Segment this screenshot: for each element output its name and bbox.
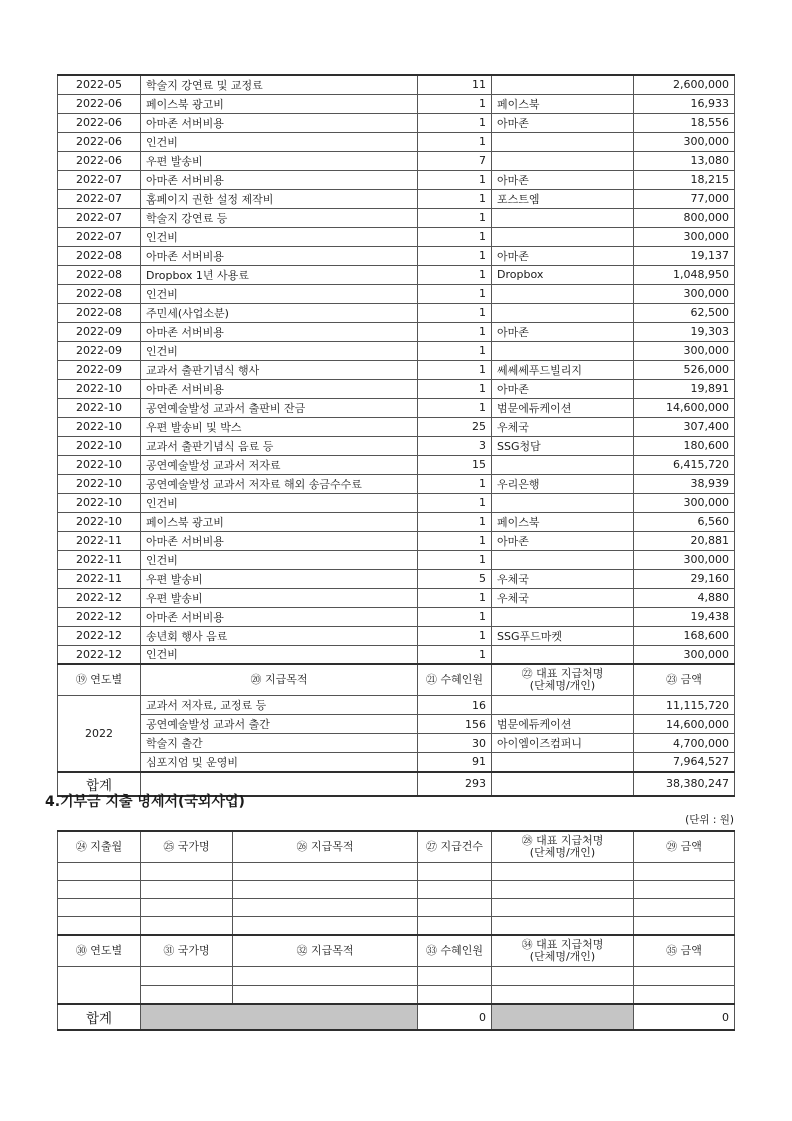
empty-cell	[141, 966, 233, 985]
overseas-yearly-empty-body	[58, 966, 735, 1004]
purpose-cell: 우편 발송비	[141, 151, 418, 170]
amount-cell: 13,080	[634, 151, 735, 170]
total-amount-cell: 0	[634, 1004, 735, 1030]
empty-cell	[141, 917, 233, 935]
empty-cell	[492, 917, 634, 935]
purpose-cell: 아마존 서버비용	[141, 531, 418, 550]
count-cell: 1	[418, 645, 492, 664]
amount-cell: 16,933	[634, 94, 735, 113]
payee-cell: 쎄쎄쎄푸드빌리지	[492, 360, 634, 379]
monthly-row	[58, 436, 735, 455]
empty-cell	[634, 966, 735, 985]
monthly-row	[58, 607, 735, 626]
payee-cell: 아마존	[492, 246, 634, 265]
yearly-summary-row	[58, 734, 735, 753]
month-cell: 2022-11	[58, 550, 141, 569]
section-title: 4.기부금 지출 명세서(국외사업)	[45, 794, 245, 810]
total-payee-cell	[492, 772, 634, 796]
count-cell: 1	[418, 512, 492, 531]
ov-header-month: ㉔ 지출월	[58, 831, 141, 863]
count-cell: 1	[418, 531, 492, 550]
payee-cell	[492, 645, 634, 664]
payee-header-line2: (단체명/개인)	[529, 949, 596, 963]
payee-cell	[492, 208, 634, 227]
amount-cell: 4,880	[634, 588, 735, 607]
ov-yheader-amount: ㉟ 금액	[634, 935, 735, 967]
month-cell: 2022-07	[58, 208, 141, 227]
purpose-cell: 인건비	[141, 227, 418, 246]
monthly-row	[58, 303, 735, 322]
purpose-cell: 학술지 강연료 및 교정료	[141, 75, 418, 94]
payee-cell: 포스트엠	[492, 189, 634, 208]
empty-cell	[233, 863, 418, 881]
count-cell: 1	[418, 360, 492, 379]
empty-cell	[58, 881, 141, 899]
amount-cell: 168,600	[634, 626, 735, 645]
count-cell: 11	[418, 75, 492, 94]
amount-cell: 19,438	[634, 607, 735, 626]
purpose-cell: 공연예술발성 교과서 저자료 해외 송금수수료	[141, 474, 418, 493]
amount-cell: 4,700,000	[634, 734, 735, 753]
month-cell: 2022-05	[58, 75, 141, 94]
count-cell: 1	[418, 588, 492, 607]
month-cell: 2022-10	[58, 379, 141, 398]
purpose-cell: 공연예술발성 교과서 출간	[141, 715, 418, 734]
yearly-header-amount: ㉓ 금액	[634, 664, 735, 696]
purpose-cell: 아마존 서버비용	[141, 170, 418, 189]
empty-cell	[418, 881, 492, 899]
purpose-cell: 교과서 출판기념식 행사	[141, 360, 418, 379]
domestic-expenditure-table	[57, 74, 735, 797]
count-cell: 7	[418, 151, 492, 170]
purpose-cell: 홈페이지 권한 설정 제작비	[141, 189, 418, 208]
amount-cell: 6,560	[634, 512, 735, 531]
count-cell: 1	[418, 246, 492, 265]
payee-cell	[492, 303, 634, 322]
payee-cell	[492, 341, 634, 360]
ov-yheader-payee	[492, 935, 634, 967]
amount-cell: 2,600,000	[634, 75, 735, 94]
purpose-cell: 인건비	[141, 132, 418, 151]
amount-cell: 300,000	[634, 645, 735, 664]
month-cell: 2022-09	[58, 322, 141, 341]
monthly-row	[58, 151, 735, 170]
year-cell: 2022	[58, 696, 141, 772]
count-cell: 5	[418, 569, 492, 588]
payee-cell: 우리은행	[492, 474, 634, 493]
purpose-cell: 교과서 저자료, 교정료 등	[141, 696, 418, 715]
empty-cell	[634, 863, 735, 881]
purpose-cell: 아마존 서버비용	[141, 322, 418, 341]
payee-cell	[492, 493, 634, 512]
amount-cell: 526,000	[634, 360, 735, 379]
ov-yheader-year: ㉚ 연도별	[58, 935, 141, 967]
month-cell: 2022-12	[58, 626, 141, 645]
empty-cell	[492, 863, 634, 881]
empty-cell	[492, 985, 634, 1004]
empty-row	[58, 899, 735, 917]
payee-cell	[492, 132, 634, 151]
payee-header-line1: ㉞ 대표 지급처명	[521, 937, 604, 951]
payee-cell: 아마존	[492, 170, 634, 189]
purpose-cell: 학술지 강연료 등	[141, 208, 418, 227]
count-cell: 1	[418, 398, 492, 417]
count-cell: 1	[418, 284, 492, 303]
count-cell: 1	[418, 265, 492, 284]
total-gray-cell	[492, 1004, 634, 1030]
month-cell: 2022-10	[58, 398, 141, 417]
month-cell: 2022-07	[58, 189, 141, 208]
count-cell: 91	[418, 753, 492, 772]
monthly-row	[58, 379, 735, 398]
ov-yheader-country: ㉛ 국가명	[141, 935, 233, 967]
purpose-cell: 페이스북 광고비	[141, 512, 418, 531]
payee-cell	[492, 696, 634, 715]
total-amount-cell: 38,380,247	[634, 772, 735, 796]
ov-header-payee	[492, 831, 634, 863]
overseas-monthly-header-row	[58, 831, 735, 863]
monthly-row	[58, 645, 735, 664]
amount-cell: 307,400	[634, 417, 735, 436]
monthly-row	[58, 455, 735, 474]
monthly-row	[58, 75, 735, 94]
empty-cell	[141, 985, 233, 1004]
purpose-cell: 학술지 출간	[141, 734, 418, 753]
monthly-row	[58, 531, 735, 550]
count-cell: 1	[418, 379, 492, 398]
month-cell: 2022-10	[58, 493, 141, 512]
payee-cell	[492, 753, 634, 772]
payee-cell: 페이스북	[492, 94, 634, 113]
purpose-cell: 인건비	[141, 284, 418, 303]
monthly-row	[58, 227, 735, 246]
count-cell: 156	[418, 715, 492, 734]
empty-cell	[233, 966, 418, 985]
empty-cell	[492, 881, 634, 899]
yearly-summary-body	[58, 696, 735, 772]
amount-cell: 11,115,720	[634, 696, 735, 715]
overseas-yearly-header-row	[58, 935, 735, 967]
ov-header-purpose: ㉖ 지급목적	[233, 831, 418, 863]
monthly-row	[58, 474, 735, 493]
month-cell: 2022-07	[58, 227, 141, 246]
amount-cell: 300,000	[634, 132, 735, 151]
count-cell: 1	[418, 208, 492, 227]
amount-cell: 19,137	[634, 246, 735, 265]
count-cell: 1	[418, 94, 492, 113]
ov-header-count: ㉗ 지급건수	[418, 831, 492, 863]
empty-cell	[418, 917, 492, 935]
empty-cell	[418, 899, 492, 917]
amount-cell: 77,000	[634, 189, 735, 208]
total-label: 합계	[58, 772, 141, 796]
total-gray-cell	[141, 1004, 418, 1030]
payee-cell	[492, 284, 634, 303]
purpose-cell: 송년회 행사 음료	[141, 626, 418, 645]
count-cell: 1	[418, 493, 492, 512]
amount-cell: 19,891	[634, 379, 735, 398]
empty-row	[58, 863, 735, 881]
payee-cell: 우체국	[492, 588, 634, 607]
count-cell: 16	[418, 696, 492, 715]
purpose-cell: 인건비	[141, 645, 418, 664]
purpose-cell: 아마존 서버비용	[141, 379, 418, 398]
count-cell: 1	[418, 303, 492, 322]
purpose-cell: 심포지엄 및 운영비	[141, 753, 418, 772]
yearly-summary-row	[58, 715, 735, 734]
monthly-row	[58, 360, 735, 379]
purpose-cell: 페이스북 광고비	[141, 94, 418, 113]
monthly-row	[58, 265, 735, 284]
month-cell: 2022-08	[58, 265, 141, 284]
payee-header-line2: (단체명/개인)	[529, 846, 596, 859]
payee-cell: 아마존	[492, 531, 634, 550]
payee-cell	[492, 151, 634, 170]
payee-cell: 아마존	[492, 322, 634, 341]
amount-cell: 14,600,000	[634, 398, 735, 417]
amount-cell: 300,000	[634, 493, 735, 512]
monthly-row	[58, 113, 735, 132]
payee-cell: 아마존	[492, 379, 634, 398]
payee-cell: 페이스북	[492, 512, 634, 531]
amount-cell: 300,000	[634, 227, 735, 246]
yearly-summary-row	[58, 753, 735, 772]
payee-cell: SSG푸드마켓	[492, 626, 634, 645]
month-cell: 2022-06	[58, 94, 141, 113]
month-cell: 2022-06	[58, 113, 141, 132]
amount-cell: 29,160	[634, 569, 735, 588]
overseas-table	[57, 830, 735, 1031]
count-cell: 1	[418, 132, 492, 151]
payee-cell	[492, 550, 634, 569]
monthly-row	[58, 417, 735, 436]
purpose-cell: 인건비	[141, 493, 418, 512]
purpose-cell: 우편 발송비	[141, 569, 418, 588]
empty-row	[58, 966, 735, 985]
amount-cell: 300,000	[634, 341, 735, 360]
amount-cell: 62,500	[634, 303, 735, 322]
amount-cell: 6,415,720	[634, 455, 735, 474]
purpose-cell: Dropbox 1년 사용료	[141, 265, 418, 284]
payee-header-line2: (단체명/개인)	[529, 679, 596, 692]
monthly-row	[58, 550, 735, 569]
month-cell: 2022-10	[58, 417, 141, 436]
monthly-row	[58, 341, 735, 360]
month-cell: 2022-12	[58, 645, 141, 664]
month-cell: 2022-08	[58, 246, 141, 265]
monthly-row	[58, 322, 735, 341]
count-cell: 1	[418, 113, 492, 132]
empty-cell	[634, 917, 735, 935]
total-label: 합계	[58, 1004, 141, 1030]
count-cell: 15	[418, 455, 492, 474]
month-cell: 2022-06	[58, 151, 141, 170]
count-cell: 1	[418, 170, 492, 189]
monthly-row	[58, 208, 735, 227]
purpose-cell: 교과서 출판기념식 음료 등	[141, 436, 418, 455]
empty-cell	[141, 881, 233, 899]
amount-cell: 20,881	[634, 531, 735, 550]
month-cell: 2022-06	[58, 132, 141, 151]
monthly-row	[58, 189, 735, 208]
payee-cell: 아마존	[492, 113, 634, 132]
monthly-row	[58, 569, 735, 588]
month-cell: 2022-12	[58, 607, 141, 626]
empty-row	[58, 985, 735, 1004]
monthly-rows-body	[58, 75, 735, 664]
amount-cell: 18,556	[634, 113, 735, 132]
month-cell: 2022-11	[58, 569, 141, 588]
amount-cell: 19,303	[634, 322, 735, 341]
payee-cell: 범문에듀케이션	[492, 398, 634, 417]
month-cell: 2022-08	[58, 303, 141, 322]
monthly-row	[58, 284, 735, 303]
count-cell: 30	[418, 734, 492, 753]
monthly-row	[58, 493, 735, 512]
month-cell: 2022-10	[58, 455, 141, 474]
empty-cell	[141, 899, 233, 917]
monthly-row	[58, 398, 735, 417]
payee-cell: 우체국	[492, 569, 634, 588]
month-cell: 2022-09	[58, 341, 141, 360]
empty-row	[58, 881, 735, 899]
monthly-row	[58, 588, 735, 607]
payee-cell: 우체국	[492, 417, 634, 436]
ov-header-amount: ㉙ 금액	[634, 831, 735, 863]
payee-header-line1: ㉒ 대표 지급처명	[521, 667, 604, 680]
payee-cell	[492, 227, 634, 246]
amount-cell: 14,600,000	[634, 715, 735, 734]
monthly-row	[58, 132, 735, 151]
amount-cell: 7,964,527	[634, 753, 735, 772]
empty-cell	[418, 863, 492, 881]
empty-cell	[233, 881, 418, 899]
purpose-cell: 주민세(사업소분)	[141, 303, 418, 322]
empty-cell	[492, 966, 634, 985]
monthly-row	[58, 626, 735, 645]
empty-cell	[418, 966, 492, 985]
payee-cell: 범문에듀케이션	[492, 715, 634, 734]
yearly-header-row	[58, 664, 735, 696]
purpose-cell: 우편 발송비 및 박스	[141, 417, 418, 436]
purpose-cell: 인건비	[141, 341, 418, 360]
count-cell: 1	[418, 341, 492, 360]
count-cell: 1	[418, 626, 492, 645]
month-cell: 2022-12	[58, 588, 141, 607]
empty-cell	[141, 863, 233, 881]
year-cell	[58, 966, 141, 1004]
month-cell: 2022-10	[58, 512, 141, 531]
yearly-summary-row	[58, 696, 735, 715]
month-cell: 2022-08	[58, 284, 141, 303]
yearly-header-year: ⑲ 연도별	[58, 664, 141, 696]
payee-cell	[492, 607, 634, 626]
empty-cell	[418, 985, 492, 1004]
payee-cell	[492, 455, 634, 474]
unit-note: (단위 : 원)	[685, 814, 734, 826]
month-cell: 2022-09	[58, 360, 141, 379]
ov-header-country: ㉕ 국가명	[141, 831, 233, 863]
purpose-cell: 우편 발송비	[141, 588, 418, 607]
purpose-cell: 아마존 서버비용	[141, 607, 418, 626]
monthly-row	[58, 170, 735, 189]
monthly-row	[58, 512, 735, 531]
empty-cell	[634, 899, 735, 917]
domestic-table	[57, 74, 735, 797]
empty-cell	[58, 917, 141, 935]
purpose-cell: 공연예술발성 교과서 저자료	[141, 455, 418, 474]
empty-cell	[492, 899, 634, 917]
purpose-cell: 인건비	[141, 550, 418, 569]
count-cell: 1	[418, 189, 492, 208]
count-cell: 3	[418, 436, 492, 455]
payee-cell: SSG청담	[492, 436, 634, 455]
month-cell: 2022-11	[58, 531, 141, 550]
empty-cell	[634, 985, 735, 1004]
count-cell: 1	[418, 227, 492, 246]
payee-cell: 아이엠이즈컴퍼니	[492, 734, 634, 753]
monthly-row	[58, 246, 735, 265]
overseas-expenditure-table	[57, 830, 735, 1031]
empty-row	[58, 917, 735, 935]
empty-cell	[58, 863, 141, 881]
overseas-total-row	[58, 1004, 735, 1030]
payee-cell: Dropbox	[492, 265, 634, 284]
count-cell: 1	[418, 322, 492, 341]
total-count-cell: 293	[418, 772, 492, 796]
total-count-cell: 0	[418, 1004, 492, 1030]
amount-cell: 38,939	[634, 474, 735, 493]
payee-cell	[492, 75, 634, 94]
yearly-header-beneficiaries: ㉑ 수혜인원	[418, 664, 492, 696]
amount-cell: 18,215	[634, 170, 735, 189]
empty-cell	[58, 899, 141, 917]
empty-cell	[634, 881, 735, 899]
overseas-monthly-empty-body	[58, 863, 735, 935]
amount-cell: 300,000	[634, 284, 735, 303]
amount-cell: 300,000	[634, 550, 735, 569]
count-cell: 1	[418, 550, 492, 569]
purpose-cell: 공연예술발성 교과서 출판비 잔금	[141, 398, 418, 417]
purpose-cell: 아마존 서버비용	[141, 246, 418, 265]
amount-cell: 1,048,950	[634, 265, 735, 284]
empty-cell	[233, 917, 418, 935]
count-cell: 25	[418, 417, 492, 436]
payee-header-line1: ㉘ 대표 지급처명	[521, 834, 604, 847]
monthly-row	[58, 94, 735, 113]
yearly-header-payee	[492, 664, 634, 696]
empty-cell	[233, 899, 418, 917]
purpose-cell: 아마존 서버비용	[141, 113, 418, 132]
amount-cell: 800,000	[634, 208, 735, 227]
empty-cell	[233, 985, 418, 1004]
amount-cell: 180,600	[634, 436, 735, 455]
ov-yheader-purpose: ㉜ 지급목적	[233, 935, 418, 967]
yearly-header-purpose: ⑳ 지급목적	[141, 664, 418, 696]
month-cell: 2022-07	[58, 170, 141, 189]
month-cell: 2022-10	[58, 436, 141, 455]
ov-yheader-beneficiaries: ㉝ 수혜인원	[418, 935, 492, 967]
count-cell: 1	[418, 474, 492, 493]
count-cell: 1	[418, 607, 492, 626]
month-cell: 2022-10	[58, 474, 141, 493]
